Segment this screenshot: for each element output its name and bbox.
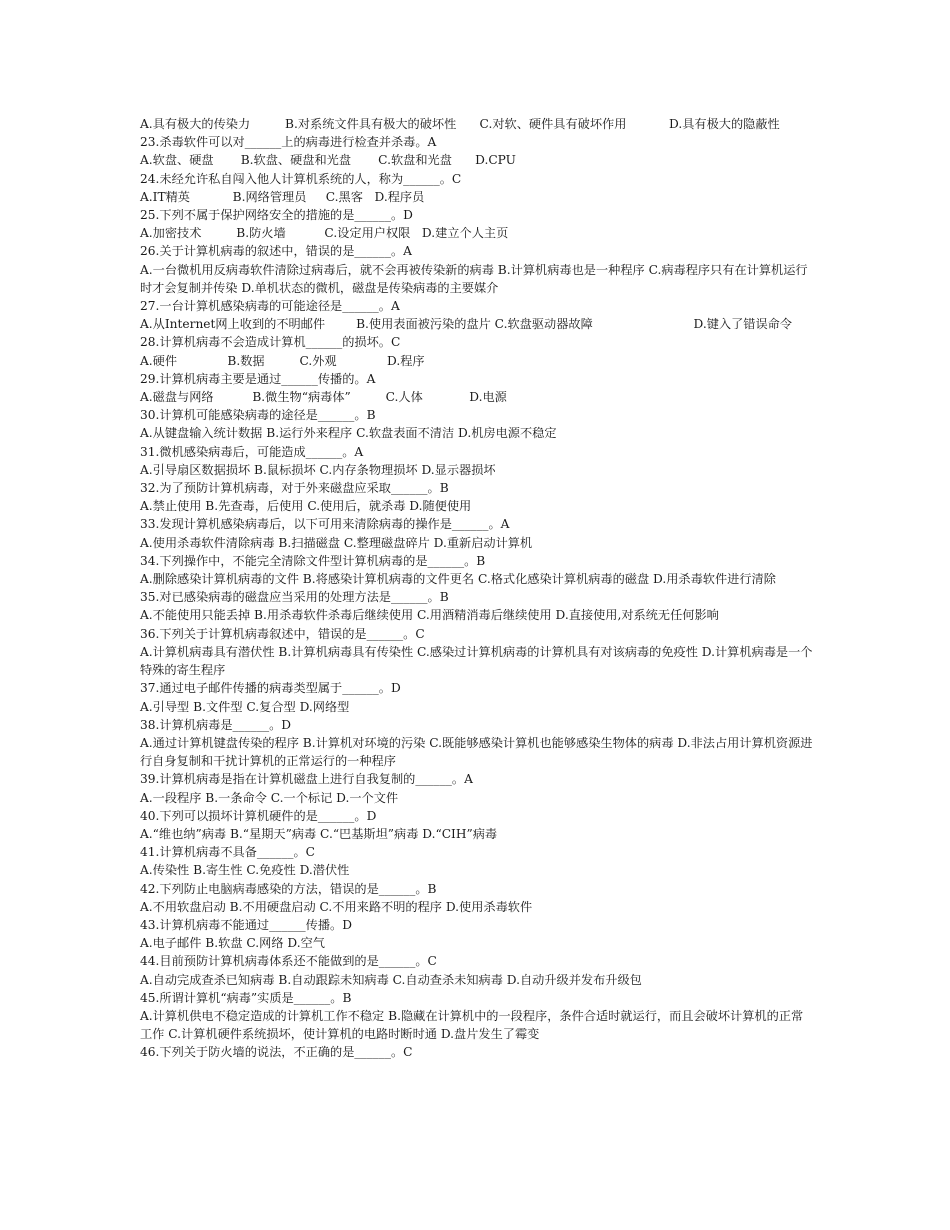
question-45: 45.所谓计算机“病毒”实质是______。B bbox=[140, 990, 352, 1005]
question-37: 37.通过电子邮件传播的病毒类型属于______。D bbox=[140, 681, 401, 696]
options-45: A.计算机供电不稳定造成的计算机工作不稳定 B.隐藏在计算机中的一段程序，条件合适时就运行，而且会破坏计算机的正常工作 C.计算机硬件系统损坏，使计算机的电路时断时通 D.盘片发生了霉变 bbox=[140, 1008, 804, 1042]
options-36: A.计算机病毒具有潜伏性 B.计算机病毒具有传染性 C.感染过计算机病毒的计算机具有对该病毒的免疫性 D.计算机病毒是一个特殊的寄生程序 bbox=[140, 644, 813, 678]
options-34: A.删除感染计算机病毒的文件 B.将感染计算机病毒的文件更名 C.格式化感染计算机病毒的磁盘 D.用杀毒软件进行清除 bbox=[140, 572, 776, 587]
options-33: A.使用杀毒软件清除病毒 B.扫描磁盘 C.整理磁盘碎片 D.重新启动计算机 bbox=[140, 535, 533, 550]
question-40: 40.下列可以损坏计算机硬件的是______。D bbox=[140, 808, 377, 823]
options-40: A.“维也纳”病毒 B.“星期天”病毒 C.“巴基斯坦”病毒 D.“CIH”病毒 bbox=[140, 826, 498, 841]
question-23: 23.杀毒软件可以对______上的病毒进行检查并杀毒。A bbox=[140, 135, 437, 150]
options-42: A.不用软盘启动 B.不用硬盘启动 C.不用来路不明的程序 D.使用杀毒软件 bbox=[140, 899, 533, 914]
question-31: 31.微机感染病毒后，可能造成______。A bbox=[140, 444, 364, 459]
question-38: 38.计算机病毒是______。D bbox=[140, 717, 292, 732]
question-27: 27.一台计算机感染病毒的可能途径是______。A bbox=[140, 299, 400, 314]
question-29: 29.计算机病毒主要是通过______传播的。A bbox=[140, 371, 376, 386]
options-39: A.一段程序 B.一条命令 C.一个标记 D.一个文件 bbox=[140, 790, 399, 805]
options-37: A.引导型 B.文件型 C.复合型 D.网络型 bbox=[140, 699, 350, 714]
options-25: A.加密技术 B.防火墙 C.设定用户权限 D.建立个人主页 bbox=[140, 226, 509, 241]
question-33: 33.发现计算机感染病毒后，以下可用来清除病毒的操作是______。A bbox=[140, 517, 510, 532]
options-29: A.磁盘与网络 B.微生物“病毒体” C.人体 D.电源 bbox=[140, 390, 507, 405]
options-41: A.传染性 B.寄生性 C.免疫性 D.潜伏性 bbox=[140, 863, 350, 878]
question-28: 28.计算机病毒不会造成计算机______的损坏。C bbox=[140, 335, 401, 350]
question-43: 43.计算机病毒不能通过______传播。D bbox=[140, 917, 352, 932]
question-46: 46.下列关于防火墙的说法，不正确的是______。C bbox=[140, 1045, 413, 1060]
options-32: A.禁止使用 B.先查毒，后使用 C.使用后，就杀毒 D.随便使用 bbox=[140, 499, 472, 514]
question-35: 35.对已感染病毒的磁盘应当采用的处理方法是______。B bbox=[140, 590, 449, 605]
question-25: 25.下列不属于保护网络安全的措施的是______。D bbox=[140, 208, 413, 223]
options-31: A.引导扇区数据损坏 B.鼠标损坏 C.内存条物理损坏 D.显示器损坏 bbox=[140, 462, 496, 477]
options-27: A.从Internet网上收到的不明邮件 B.使用表面被污染的盘片 C.软盘驱动器故障 D.键入了错误命令 bbox=[140, 317, 793, 332]
question-32: 32.为了预防计算机病毒，对于外来磁盘应采取______。B bbox=[140, 481, 449, 496]
options-28: A.硬件 B.数据 C.外观 D.程序 bbox=[140, 353, 425, 368]
options-24: A.IT精英 B.网络管理员 C.黑客 D.程序员 bbox=[140, 189, 425, 204]
options-38: A.通过计算机键盘传染的程序 B.计算机对环境的污染 C.既能够感染计算机也能够感染生物体的病毒 D.非法占用计算机资源进行自身复制和干扰计算机的正常运行的一种程序 bbox=[140, 735, 813, 769]
options-23: A.软盘、硬盘 B.软盘、硬盘和光盘 C.软盘和光盘 D.CPU bbox=[140, 153, 516, 168]
options-26: A.一台微机用反病毒软件清除过病毒后，就不会再被传染新的病毒 B.计算机病毒也是一种程序 C.病毒程序只有在计算机运行时才会复制并传染 D.单机状态的微机，磁盘是传染病毒的主要媒介 bbox=[140, 262, 808, 295]
question-26: 26.关于计算机病毒的叙述中，错误的是______。A bbox=[140, 244, 412, 259]
question-34: 34.下列操作中，不能完全清除文件型计算机病毒的是______。B bbox=[140, 553, 486, 568]
question-41: 41.计算机病毒不具备______。C bbox=[140, 845, 315, 860]
question-36: 36.下列关于计算机病毒叙述中，错误的是______。C bbox=[140, 626, 425, 641]
question-42: 42.下列防止电脑病毒感染的方法，错误的是______。B bbox=[140, 881, 437, 896]
options-35: A.不能使用只能丢掉 B.用杀毒软件杀毒后继续使用 C.用酒精消毒后继续使用 D.直接使用,对系统无任何影响 bbox=[140, 608, 719, 623]
question-24: 24.未经允许私自闯入他人计算机系统的人，称为______。C bbox=[140, 171, 462, 186]
options-44: A.自动完成查杀已知病毒 B.自动跟踪未知病毒 C.自动查杀未知病毒 D.自动升级并发布升级包 bbox=[140, 972, 642, 987]
question-30: 30.计算机可能感染病毒的途径是______。B bbox=[140, 408, 376, 423]
options-30: A.从键盘输入统计数据 B.运行外来程序 C.软盘表面不清洁 D.机房电源不稳定 bbox=[140, 426, 557, 441]
options-43: A.电子邮件 B.软盘 C.网络 D.空气 bbox=[140, 936, 325, 951]
question-39: 39.计算机病毒是指在计算机磁盘上进行自我复制的______。A bbox=[140, 772, 473, 787]
text-line: A.具有极大的传染力 B.对系统文件具有极大的破坏性 C.对软、硬件具有破坏作用 D.具有极大的隐蔽性 bbox=[140, 117, 780, 131]
question-44: 44.目前预防计算机病毒体系还不能做到的是______。C bbox=[140, 954, 437, 969]
document-body bbox=[140, 115, 815, 1062]
